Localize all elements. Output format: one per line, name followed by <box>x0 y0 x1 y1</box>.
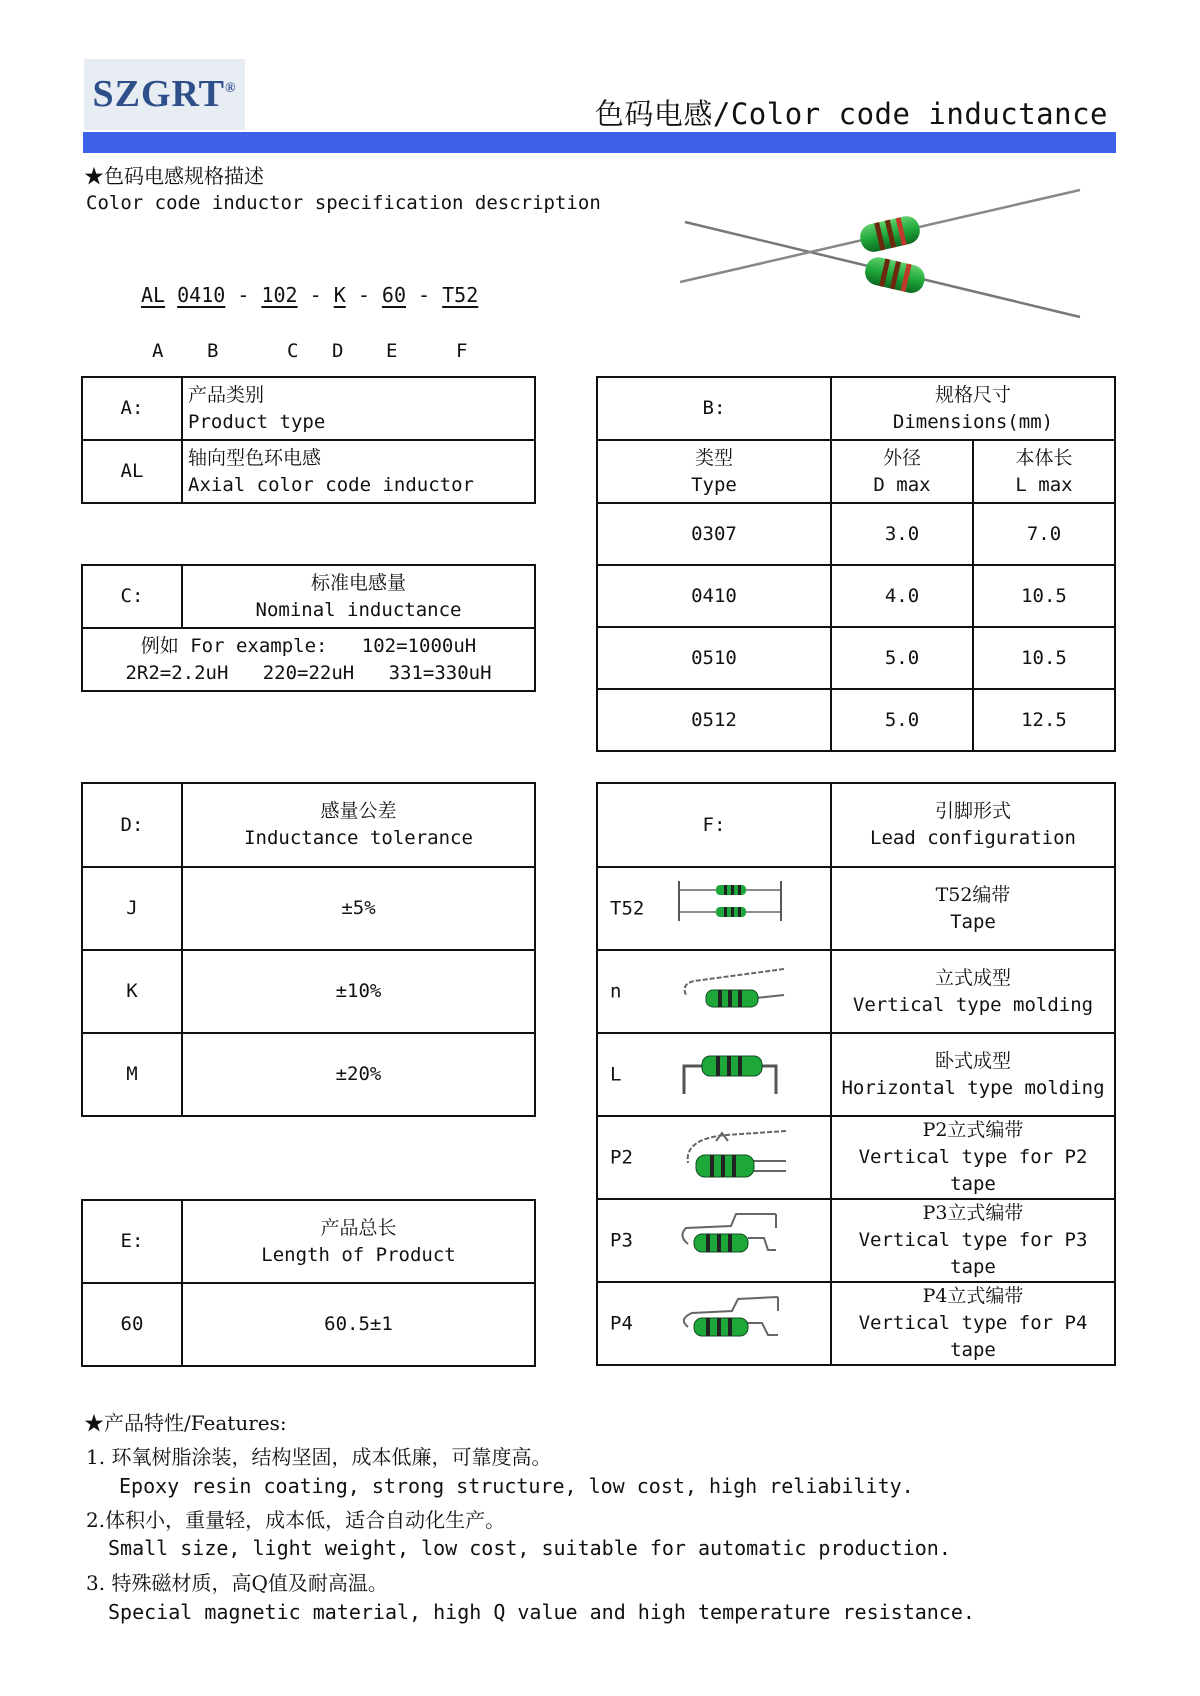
table-row <box>82 1283 535 1366</box>
inductor-photo <box>680 182 1100 332</box>
table-c-title-cn: 标准电感量 <box>310 571 406 594</box>
feature-number: 2. <box>86 1508 106 1532</box>
code-part-f: T52 <box>442 283 479 307</box>
cell-type: 0307 <box>597 503 831 565</box>
feature-number: 3. <box>86 1571 106 1595</box>
lead-name-en-line2: tape <box>950 1339 996 1361</box>
col-dmax-cn: 外径 <box>882 446 921 469</box>
table-a-title-cn: 产品类别 <box>188 383 265 406</box>
tolerance-value: ±5% <box>182 867 535 950</box>
col-lmax-en: L max <box>1015 473 1073 496</box>
table-a-key: A: <box>82 377 182 440</box>
lead-code-cell <box>597 867 831 950</box>
code-letter-a: A <box>152 340 164 362</box>
table-f-header <box>831 783 1115 867</box>
table-nominal-inductance <box>81 564 536 692</box>
table-row <box>597 867 1115 950</box>
cell-dmax: 5.0 <box>831 689 973 751</box>
table-row <box>597 565 1115 627</box>
lead-description <box>831 867 1115 950</box>
lead-description <box>831 1033 1115 1116</box>
horizontal-molding-icon <box>676 1042 786 1102</box>
feature-text-cn: 体积小，重量轻，成本低，适合自动化生产。 <box>105 1508 506 1532</box>
table-dimensions <box>596 376 1116 752</box>
table-row <box>82 950 535 1033</box>
lead-name-en: Vertical type for P3 <box>858 1229 1088 1251</box>
table-d-key: D: <box>82 783 182 867</box>
table-row <box>597 503 1115 565</box>
feature-text-cn: 环氧树脂涂装，结构坚固，成本低廉，可靠度高。 <box>111 1445 552 1469</box>
table-e-title-en: Length of Product <box>261 1243 456 1266</box>
table-e-key: E: <box>82 1200 182 1283</box>
table-row <box>597 1033 1115 1116</box>
code-separator: - <box>237 283 250 307</box>
table-b-title-en: Dimensions(mm) <box>892 410 1054 433</box>
features-heading: ★产品特性/Features: <box>84 1411 287 1435</box>
p2-tape-icon <box>676 1125 786 1185</box>
tape-lead-icon <box>676 876 786 926</box>
table-d-title-cn: 感量公差 <box>320 800 397 822</box>
spec-heading-en: Color code inductor specification description <box>86 192 601 214</box>
lead-name-en-line2: tape <box>950 1256 996 1278</box>
table-e-header <box>182 1200 535 1283</box>
lead-name-en: Vertical type for P2 <box>858 1146 1088 1168</box>
lead-code: L <box>610 1063 622 1085</box>
table-product-type <box>81 376 536 504</box>
tolerance-code: J <box>82 867 182 950</box>
lead-name-cn: P3立式编带 <box>922 1202 1024 1224</box>
cell-lmax: 10.5 <box>973 627 1115 689</box>
lead-description <box>831 950 1115 1033</box>
table-row <box>597 1282 1115 1365</box>
table-a-code: AL <box>82 440 182 503</box>
table-a-title-en: Product type <box>188 410 326 433</box>
registered-mark: ® <box>225 81 237 96</box>
table-a-row <box>182 440 535 503</box>
lead-code: T52 <box>610 897 645 919</box>
cell-lmax: 12.5 <box>973 689 1115 751</box>
feature-number: 1. <box>86 1445 106 1469</box>
code-part-b: 0410 <box>177 283 226 307</box>
spec-heading-cn: ★色码电感规格描述 <box>84 164 264 188</box>
feature-item-cn <box>86 1504 505 1533</box>
table-c-example-line2: 2R2=2.2uH 220=22uH 331=330uH <box>125 661 492 684</box>
table-row <box>597 1116 1115 1199</box>
cell-dmax: 5.0 <box>831 627 973 689</box>
lead-description <box>831 1282 1115 1365</box>
table-row <box>597 950 1115 1033</box>
col-type-en: Type <box>691 473 737 496</box>
lead-name-cn: T52编带 <box>935 883 1011 906</box>
lead-name-cn: 卧式成型 <box>934 1049 1011 1072</box>
table-f-key: F: <box>597 783 831 867</box>
cell-dmax: 3.0 <box>831 503 973 565</box>
vertical-molding-icon <box>676 959 786 1019</box>
cell-type: 0410 <box>597 565 831 627</box>
table-row <box>597 627 1115 689</box>
table-f-title-cn: 引脚形式 <box>934 800 1011 822</box>
feature-text-cn: 特殊磁材质，高Q值及耐高温。 <box>111 1571 388 1595</box>
table-d-title-en: Inductance tolerance <box>244 827 473 849</box>
lead-code-cell <box>597 1199 831 1282</box>
lead-code: P2 <box>610 1146 633 1168</box>
header-accent-bar <box>83 132 1116 153</box>
lead-code: P4 <box>610 1312 633 1334</box>
tolerance-code: K <box>82 950 182 1033</box>
length-code: 60 <box>82 1283 182 1366</box>
lead-name-en: Horizontal type molding <box>841 1076 1105 1099</box>
code-letter-e: E <box>386 340 398 362</box>
lead-code: P3 <box>610 1229 633 1251</box>
code-separator: - <box>357 283 370 307</box>
table-b-key: B: <box>597 377 831 440</box>
p3-tape-icon <box>676 1208 786 1268</box>
cell-lmax: 7.0 <box>973 503 1115 565</box>
company-logo <box>84 59 245 130</box>
table-b-col-type <box>597 440 831 503</box>
col-dmax-en: D max <box>873 473 931 496</box>
lead-name-en: Vertical type molding <box>852 993 1094 1016</box>
table-c-header <box>182 565 535 628</box>
table-a-header <box>182 377 535 440</box>
lead-name-en-line2: tape <box>950 1173 996 1195</box>
tolerance-value: ±10% <box>182 950 535 1033</box>
feature-item-en: Small size, light weight, low cost, suitable for automatic production. <box>108 1536 951 1560</box>
table-row <box>597 689 1115 751</box>
lead-name-cn: P4立式编带 <box>922 1285 1024 1307</box>
cell-type: 0510 <box>597 627 831 689</box>
cell-lmax: 10.5 <box>973 565 1115 627</box>
lead-name-cn: 立式成型 <box>934 966 1011 989</box>
lead-code-cell <box>597 1282 831 1365</box>
code-separator: - <box>418 283 431 307</box>
code-part-c: 102 <box>261 283 298 307</box>
code-letter-b: B <box>207 340 219 362</box>
code-part-d: K <box>333 283 346 307</box>
table-inductance-tolerance <box>81 782 536 1117</box>
table-row <box>82 1033 535 1116</box>
code-letter-c: C <box>287 340 299 362</box>
length-value: 60.5±1 <box>182 1283 535 1366</box>
cell-type: 0512 <box>597 689 831 751</box>
cell-dmax: 4.0 <box>831 565 973 627</box>
table-row <box>597 1199 1115 1282</box>
lead-name-en: Tape <box>950 910 996 933</box>
code-letter-d: D <box>332 340 344 362</box>
lead-name-en: Vertical type for P4 <box>858 1312 1088 1334</box>
lead-code: n <box>610 980 622 1002</box>
table-c-key: C: <box>82 565 182 628</box>
code-part-a: AL <box>141 283 166 307</box>
page-title: 色码电感/Color code inductance <box>594 97 1108 131</box>
table-f-title-en: Lead configuration <box>870 827 1076 849</box>
feature-item-cn <box>86 1441 551 1470</box>
table-d-header <box>182 783 535 867</box>
lead-description <box>831 1199 1115 1282</box>
col-lmax-cn: 本体长 <box>1015 446 1073 469</box>
lead-description <box>831 1116 1115 1199</box>
feature-item-cn <box>86 1567 388 1596</box>
table-c-title-en: Nominal inductance <box>255 598 462 621</box>
code-part-e: 60 <box>381 283 406 307</box>
table-b-col-dmax <box>831 440 973 503</box>
col-type-cn: 类型 <box>694 446 733 469</box>
lead-name-cn: P2立式编带 <box>922 1119 1024 1141</box>
lead-code-cell <box>597 1033 831 1116</box>
feature-item-en: Special magnetic material, high Q value and high temperature resistance. <box>108 1600 975 1624</box>
table-a-row-cn: 轴向型色环电感 <box>188 446 322 469</box>
code-letter-f: F <box>456 340 468 362</box>
feature-item-en: Epoxy resin coating, strong structure, low cost, high reliability. <box>119 1474 914 1498</box>
table-product-length <box>81 1199 536 1367</box>
table-b-header <box>831 377 1115 440</box>
table-lead-configuration <box>596 782 1116 1366</box>
logo-text: SZGRT <box>92 73 226 115</box>
table-b-title-cn: 规格尺寸 <box>934 383 1011 406</box>
tolerance-code: M <box>82 1033 182 1116</box>
lead-code-cell <box>597 1116 831 1199</box>
table-c-example <box>82 628 535 691</box>
code-separator: - <box>309 283 322 307</box>
table-b-col-lmax <box>973 440 1115 503</box>
lead-code-cell <box>597 950 831 1033</box>
part-code-example <box>141 283 478 307</box>
p4-tape-icon <box>676 1291 786 1351</box>
tolerance-value: ±20% <box>182 1033 535 1116</box>
table-c-example-line1: 例如 For example: 102=1000uH <box>140 634 477 657</box>
table-a-row-en: Axial color code inductor <box>188 473 474 496</box>
table-row <box>82 867 535 950</box>
table-e-title-cn: 产品总长 <box>320 1216 397 1239</box>
